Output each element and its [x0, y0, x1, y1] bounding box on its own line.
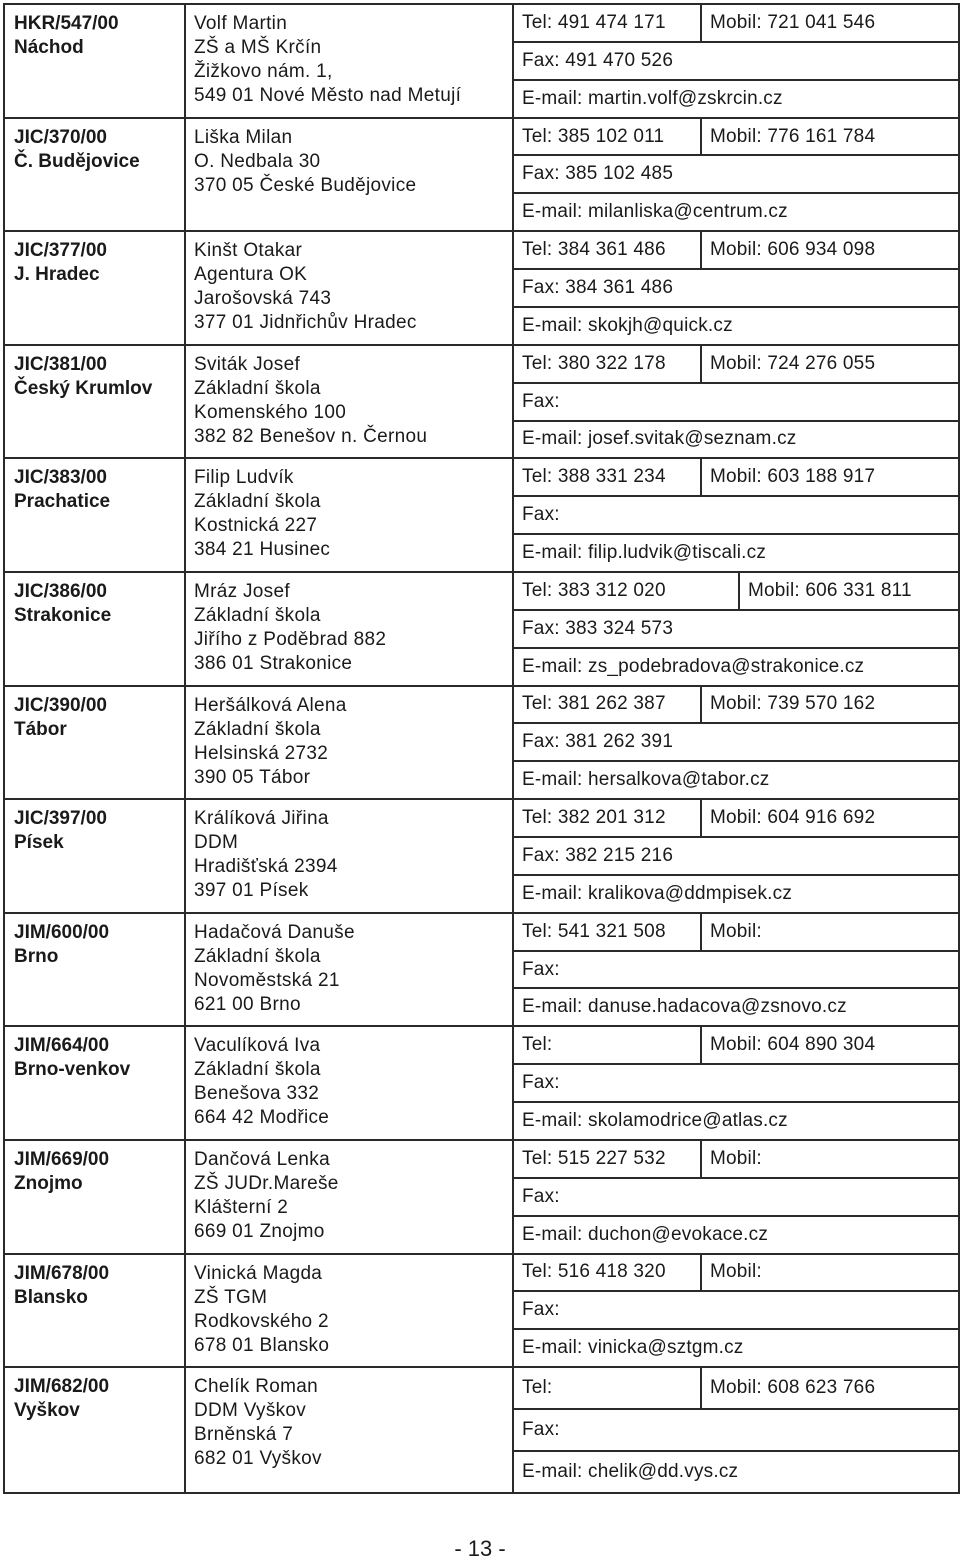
email: E-mail: filip.ludvik@tiscali.cz	[522, 542, 767, 564]
telephone: Tel: 385 102 011	[522, 125, 665, 147]
phone-row	[514, 1255, 958, 1291]
telephone: Tel: 382 201 312	[522, 807, 666, 829]
communication-cell	[513, 1026, 959, 1140]
address-line: 370 05 České Budějovice	[194, 174, 417, 196]
district-code: JIC/383/00	[14, 467, 107, 489]
contact-name: Dančová Lenka	[194, 1148, 330, 1170]
district-cell	[4, 1254, 185, 1368]
contact-address-cell	[185, 799, 513, 913]
communication-cell	[513, 572, 959, 686]
directory-row	[4, 231, 959, 345]
phone-row	[514, 232, 958, 268]
email-row	[514, 1215, 958, 1253]
directory-row	[4, 1026, 959, 1140]
address-line: ZŠ a MŠ Krčín	[194, 37, 322, 58]
address-line: Agentura OK	[194, 264, 308, 286]
contact-address-cell	[185, 686, 513, 800]
directory-row	[4, 1367, 959, 1493]
telephone: Tel:	[522, 1034, 553, 1056]
phone-row	[514, 800, 958, 836]
email-row	[514, 420, 958, 458]
district-cell	[4, 118, 185, 232]
address-line: Základní škola	[194, 1059, 321, 1081]
contact-address-cell	[185, 118, 513, 232]
contact-address-cell	[185, 231, 513, 345]
address-line: Hradišťská 2394	[194, 856, 338, 878]
phone-row	[514, 914, 958, 950]
telephone: Tel: 384 361 486	[522, 239, 666, 261]
telephone: Tel: 491 474 171	[522, 11, 666, 33]
address-line: Klášterní 2	[194, 1196, 289, 1218]
directory-row	[4, 799, 959, 913]
email-row	[514, 533, 958, 571]
email: E-mail: vinicka@sztgm.cz	[522, 1337, 744, 1359]
email-row	[514, 192, 958, 230]
directory-row	[4, 345, 959, 459]
district-code: HKR/547/00	[14, 13, 119, 34]
fax: Fax: 383 324 573	[522, 617, 674, 639]
email: E-mail: martin.volf@zskrcin.cz	[522, 87, 783, 109]
mobile: Mobil: 724 276 055	[700, 346, 958, 382]
address-line: Základní škola	[194, 377, 321, 399]
fax: Fax:	[522, 958, 560, 980]
fax: Fax: 381 262 391	[522, 731, 674, 753]
fax: Fax:	[522, 1185, 560, 1207]
mobile: Mobil: 776 161 784	[700, 119, 958, 155]
contact-address-cell	[185, 4, 513, 118]
address-line: Kostnická 227	[194, 515, 318, 537]
communication-cell	[513, 1254, 959, 1368]
contact-name: Volf Martin	[194, 13, 288, 34]
fax-row	[514, 836, 958, 874]
fax: Fax:	[522, 1299, 560, 1321]
email-row	[514, 987, 958, 1025]
telephone: Tel: 380 322 178	[522, 352, 666, 374]
contact-address-cell	[185, 1140, 513, 1254]
fax: Fax:	[522, 390, 560, 412]
directory-row	[4, 1254, 959, 1368]
district-cell	[4, 572, 185, 686]
directory-row	[4, 4, 959, 118]
telephone: Tel: 515 227 532	[522, 1147, 666, 1169]
phone-row	[514, 573, 958, 609]
communication-cell	[513, 4, 959, 118]
district-name: Strakonice	[14, 604, 112, 626]
email: E-mail: milanliska@centrum.cz	[522, 201, 788, 223]
district-cell	[4, 913, 185, 1027]
address-line: Základní škola	[194, 604, 321, 626]
email: E-mail: chelik@dd.vys.cz	[522, 1461, 739, 1483]
communication-cell	[513, 458, 959, 572]
address-line: Komenského 100	[194, 401, 347, 423]
fax-row	[514, 1177, 958, 1215]
mobile: Mobil:	[700, 914, 958, 950]
telephone: Tel: 381 262 387	[522, 693, 666, 715]
district-code: JIC/370/00	[14, 126, 107, 148]
address-line: ZŠ TGM	[194, 1286, 268, 1308]
address-line: 397 01 Písek	[194, 880, 309, 902]
mobile: Mobil: 606 331 811	[738, 573, 958, 609]
communication-cell	[513, 799, 959, 913]
mobile: Mobil:	[700, 1141, 958, 1177]
address-line: 386 01 Strakonice	[194, 652, 353, 674]
district-cell	[4, 4, 185, 118]
contact-name: Králíková Jiřina	[194, 808, 329, 830]
district-name: Český Krumlov	[14, 377, 153, 399]
directory-row	[4, 1140, 959, 1254]
contact-address-cell	[185, 572, 513, 686]
email-row	[514, 79, 958, 117]
address-line: Benešova 332	[194, 1083, 320, 1105]
district-name: Brno	[14, 945, 59, 967]
address-line: Jarošovská 743	[194, 288, 332, 310]
email: E-mail: zs_podebradova@strakonice.cz	[522, 655, 865, 677]
district-cell	[4, 1367, 185, 1493]
email-row	[514, 874, 958, 912]
communication-cell	[513, 1367, 959, 1493]
phone-row	[514, 459, 958, 495]
telephone: Tel: 383 312 020	[522, 579, 666, 601]
district-name: Tábor	[14, 718, 67, 740]
mobile: Mobil: 721 041 546	[700, 5, 958, 41]
page-number: - 13 -	[454, 1536, 506, 1561]
email: E-mail: danuse.hadacova@zsnovo.cz	[522, 996, 847, 1018]
address-line: DDM	[194, 832, 239, 854]
fax-row	[514, 268, 958, 306]
address-line: 382 82 Benešov n. Černou	[194, 425, 428, 447]
communication-cell	[513, 913, 959, 1027]
address-line: 621 00 Brno	[194, 993, 301, 1015]
communication-cell	[513, 345, 959, 459]
district-code: JIC/397/00	[14, 808, 107, 830]
address-line: Základní škola	[194, 945, 321, 967]
address-line: Helsinská 2732	[194, 742, 329, 764]
district-code: JIM/600/00	[14, 921, 110, 943]
address-line: ZŠ JUDr.Mareše	[194, 1172, 339, 1194]
district-name: Písek	[14, 832, 64, 854]
contact-address-cell	[185, 1254, 513, 1368]
directory-row	[4, 686, 959, 800]
district-cell	[4, 1026, 185, 1140]
fax: Fax: 384 361 486	[522, 276, 674, 298]
contact-name: Sviták Josef	[194, 353, 301, 375]
communication-cell	[513, 118, 959, 232]
fax-row	[514, 1063, 958, 1101]
fax-row	[514, 1408, 958, 1450]
email: E-mail: duchon@evokace.cz	[522, 1223, 769, 1245]
district-code: JIC/386/00	[14, 580, 107, 602]
district-cell	[4, 345, 185, 459]
district-code: JIC/390/00	[14, 694, 107, 716]
mobile: Mobil: 739 570 162	[700, 687, 958, 723]
email-row	[514, 760, 958, 798]
contact-address-cell	[185, 913, 513, 1027]
email-row	[514, 1101, 958, 1139]
address-line: Základní škola	[194, 491, 321, 513]
directory-row	[4, 913, 959, 1027]
mobile: Mobil: 604 890 304	[700, 1027, 958, 1063]
contact-name: Vaculíková Iva	[194, 1035, 321, 1057]
address-line: 549 01 Nové Město nad Metují	[194, 85, 462, 106]
fax: Fax: 491 470 526	[522, 49, 674, 71]
address-line: 669 01 Znojmo	[194, 1220, 325, 1242]
fax-row	[514, 950, 958, 988]
phone-row	[514, 346, 958, 382]
district-code: JIM/669/00	[14, 1148, 110, 1170]
fax: Fax:	[522, 504, 560, 526]
contact-name: Chelík Roman	[194, 1376, 318, 1398]
district-name: Blansko	[14, 1286, 88, 1308]
district-code: JIM/682/00	[14, 1376, 110, 1398]
fax-row	[514, 1290, 958, 1328]
mobile: Mobil: 608 623 766	[700, 1368, 958, 1408]
fax: Fax:	[522, 1419, 560, 1441]
contact-name: Hadačová Danuše	[194, 921, 355, 943]
district-name: J. Hradec	[14, 264, 100, 286]
fax-row	[514, 495, 958, 533]
contact-address-cell	[185, 458, 513, 572]
mobile: Mobil: 603 188 917	[700, 459, 958, 495]
address-line: 664 42 Modřice	[194, 1107, 330, 1129]
fax: Fax: 382 215 216	[522, 844, 674, 866]
district-code: JIM/678/00	[14, 1262, 110, 1284]
district-cell	[4, 799, 185, 913]
district-name: Znojmo	[14, 1172, 83, 1194]
address-line: 678 01 Blansko	[194, 1334, 330, 1356]
directory-row	[4, 458, 959, 572]
communication-cell	[513, 686, 959, 800]
contact-name: Vinická Magda	[194, 1262, 323, 1284]
phone-row	[514, 119, 958, 155]
contact-name: Kinšt Otakar	[194, 240, 303, 262]
district-name: Vyškov	[14, 1400, 80, 1422]
email-row	[514, 306, 958, 344]
contact-name: Mráz Josef	[194, 580, 290, 602]
district-name: Prachatice	[14, 491, 111, 513]
district-code: JIC/381/00	[14, 353, 107, 375]
district-name: Náchod	[14, 37, 84, 58]
email: E-mail: skokjh@quick.cz	[522, 314, 733, 336]
contact-name: Heršálková Alena	[194, 694, 347, 716]
fax-row	[514, 154, 958, 192]
contact-address-cell	[185, 1026, 513, 1140]
telephone: Tel: 541 321 508	[522, 920, 666, 942]
district-cell	[4, 686, 185, 800]
address-line: Žižkovo nám. 1,	[194, 61, 333, 82]
email-row	[514, 1450, 958, 1492]
contact-address-cell	[185, 345, 513, 459]
fax-row	[514, 722, 958, 760]
phone-row	[514, 1141, 958, 1177]
fax: Fax:	[522, 1072, 560, 1094]
phone-row	[514, 687, 958, 723]
directory-table	[3, 3, 960, 1494]
district-cell	[4, 1140, 185, 1254]
email-row	[514, 1328, 958, 1366]
email: E-mail: josef.svitak@seznam.cz	[522, 428, 797, 450]
district-name: Č. Budějovice	[14, 150, 140, 172]
address-line: O. Nedbala 30	[194, 150, 321, 172]
email: E-mail: skolamodrice@atlas.cz	[522, 1109, 788, 1131]
contact-name: Liška Milan	[194, 126, 293, 148]
district-code: JIC/377/00	[14, 240, 107, 262]
address-line: 390 05 Tábor	[194, 766, 311, 788]
communication-cell	[513, 1140, 959, 1254]
address-line: DDM Vyškov	[194, 1400, 307, 1422]
district-cell	[4, 231, 185, 345]
address-line: Novoměstská 21	[194, 969, 340, 991]
fax-row	[514, 382, 958, 420]
mobile: Mobil: 606 934 098	[700, 232, 958, 268]
address-line: 682 01 Vyškov	[194, 1448, 322, 1470]
address-line: 377 01 Jidnřichův Hradec	[194, 312, 417, 334]
address-line: Rodkovského 2	[194, 1310, 329, 1332]
telephone: Tel: 388 331 234	[522, 466, 666, 488]
address-line: Základní škola	[194, 718, 321, 740]
address-line: 384 21 Husinec	[194, 539, 331, 561]
address-line: Brněnská 7	[194, 1424, 294, 1446]
directory-row	[4, 572, 959, 686]
email-row	[514, 647, 958, 685]
address-line: Jiřího z Poděbrad 882	[194, 628, 387, 650]
fax-row	[514, 41, 958, 79]
district-cell	[4, 458, 185, 572]
fax-row	[514, 609, 958, 647]
mobile: Mobil: 604 916 692	[700, 800, 958, 836]
email: E-mail: kralikova@ddmpisek.cz	[522, 882, 793, 904]
district-code: JIM/664/00	[14, 1035, 110, 1057]
phone-row	[514, 1027, 958, 1063]
phone-row	[514, 1368, 958, 1408]
email: E-mail: hersalkova@tabor.cz	[522, 769, 770, 791]
phone-row	[514, 5, 958, 41]
directory-row	[4, 118, 959, 232]
mobile: Mobil:	[700, 1255, 958, 1291]
contact-address-cell	[185, 1367, 513, 1493]
communication-cell	[513, 231, 959, 345]
telephone: Tel: 516 418 320	[522, 1261, 666, 1283]
telephone: Tel:	[522, 1377, 553, 1399]
contact-name: Filip Ludvík	[194, 467, 294, 489]
fax: Fax: 385 102 485	[522, 163, 674, 185]
district-name: Brno-venkov	[14, 1059, 131, 1081]
